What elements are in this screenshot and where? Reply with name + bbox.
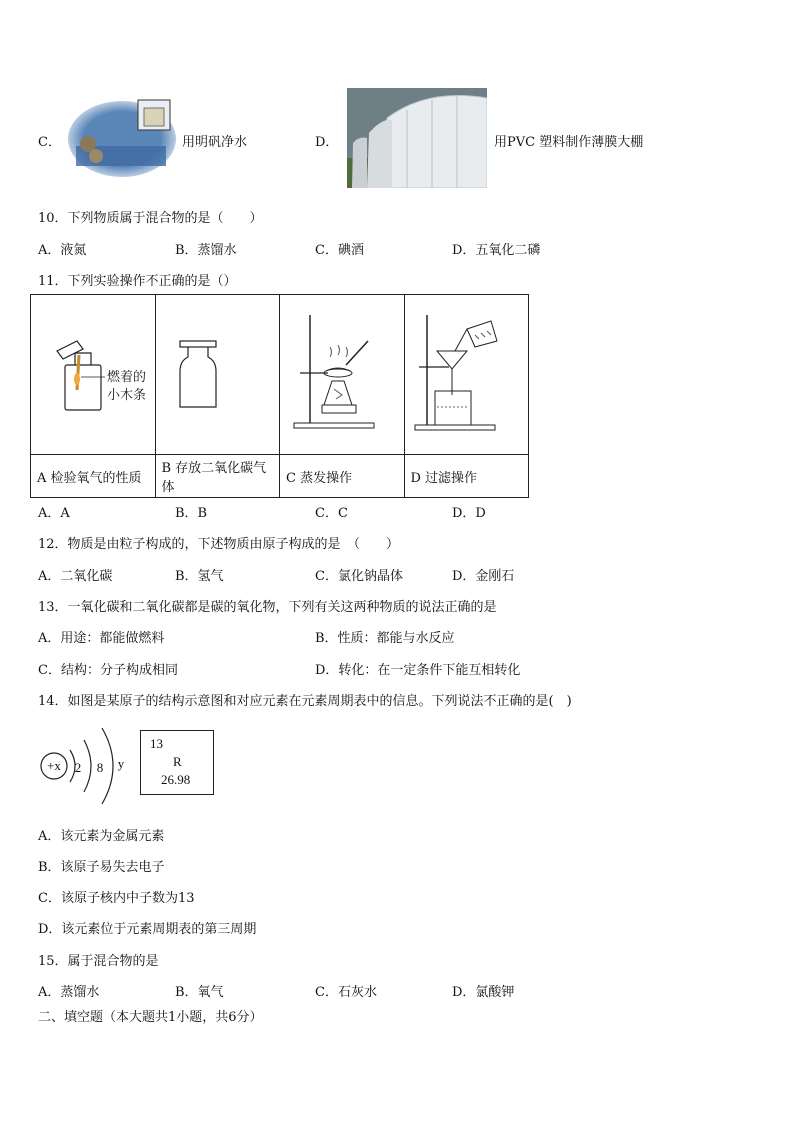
q9-option-d-letter: D．	[315, 135, 339, 150]
filtration-illustration	[405, 295, 513, 450]
q12-option-d: D．金刚石	[452, 569, 515, 584]
q13-stem: 13．一氧化碳和二氧化碳都是碳的氧化物，下列有关这两种物质的说法正确的是	[38, 600, 497, 615]
q12-stem: 12．物质是由粒子构成的，下述物质由原子构成的是 （ ）	[38, 537, 400, 552]
q15-option-d: D．氯酸钾	[452, 985, 515, 1000]
q14-option-d: D．该元素位于元素周期表的第三周期	[38, 922, 257, 937]
q14-stem: 14．如图是某原子的结构示意图和对应元素在元素周期表中的信息。下列说法不正确的是( )	[38, 694, 572, 709]
exp-caption-b: B 存放二氧化碳气体	[155, 455, 280, 498]
q10-option-b: B．蒸馏水	[175, 243, 237, 258]
alum-water-photo	[66, 94, 178, 178]
q10-stem: 10．下列物质属于混合物的是（ ）	[38, 211, 263, 226]
label-burning-stick-2: 小木条	[107, 388, 147, 403]
q12-option-c: C．氯化钠晶体	[315, 569, 403, 584]
q12-option-a: A．二氧化碳	[38, 569, 113, 584]
exp-image-c	[280, 295, 405, 455]
exp-caption-c: C 蒸发操作	[280, 455, 405, 498]
q15-option-c: C．石灰水	[315, 985, 377, 1000]
evaporation-illustration	[280, 295, 390, 450]
atomic-number: 13	[150, 736, 163, 751]
q9-option-c-text: 用明矾净水	[182, 135, 248, 150]
gas-bottle-illustration	[156, 295, 296, 450]
experiment-table	[30, 294, 529, 498]
label-burning-stick-1: 燃着的	[107, 370, 147, 385]
atom-structure-diagram	[36, 718, 136, 818]
periodic-table-cell	[140, 730, 214, 795]
q14-option-b: B．该原子易失去电子	[38, 860, 165, 875]
q9-option-d-text: 用PVC 塑料制作薄膜大棚	[494, 135, 644, 150]
q15-option-b: B．氧气	[175, 985, 224, 1000]
q11-stem: 11．下列实验操作不正确的是（）	[38, 274, 237, 289]
q13-option-b: B．性质：都能与水反应	[315, 631, 455, 646]
q14-option-c: C．该原子核内中子数为13	[38, 891, 195, 906]
q10-option-c: C．碘酒	[315, 243, 364, 258]
q10-option-a: A．液氮	[38, 243, 87, 258]
q13-option-a: A．用途：都能做燃料	[38, 631, 165, 646]
q15-stem: 15．属于混合物的是	[38, 954, 159, 969]
shell-3-electrons: y	[117, 756, 125, 771]
q13-option-d: D．转化：在一定条件下能互相转化	[315, 663, 521, 678]
greenhouse-photo	[347, 88, 487, 188]
oxygen-test-illustration	[31, 295, 169, 450]
element-symbol: R	[173, 754, 182, 769]
q11-option-d: D．D	[452, 506, 486, 521]
section-2-title: 二、填空题（本大题共1小题，共6分）	[38, 1010, 263, 1025]
q11-option-c: C．C	[315, 506, 348, 521]
shell-2-electrons: 8	[96, 760, 104, 775]
exp-caption-d: D 过滤操作	[404, 455, 529, 498]
q14-option-a: A．该元素为金属元素	[38, 829, 165, 844]
q9-option-c-letter: C．	[38, 135, 61, 150]
exp-image-d	[404, 295, 529, 455]
exp-image-a	[31, 295, 156, 455]
atomic-mass: 26.98	[161, 772, 191, 787]
q10-option-d: D．五氧化二磷	[452, 243, 541, 258]
q11-option-b: B．B	[175, 506, 208, 521]
exp-image-b	[155, 295, 280, 455]
q12-option-b: B．氢气	[175, 569, 224, 584]
shell-1-electrons: 2	[74, 760, 82, 775]
exp-caption-a: A 检验氧气的性质	[31, 455, 156, 498]
q11-option-a: A．A	[38, 506, 70, 521]
q15-option-a: A．蒸馏水	[38, 985, 100, 1000]
q13-option-c: C．结构：分子构成相同	[38, 663, 178, 678]
nucleus-charge: +x	[47, 758, 61, 773]
